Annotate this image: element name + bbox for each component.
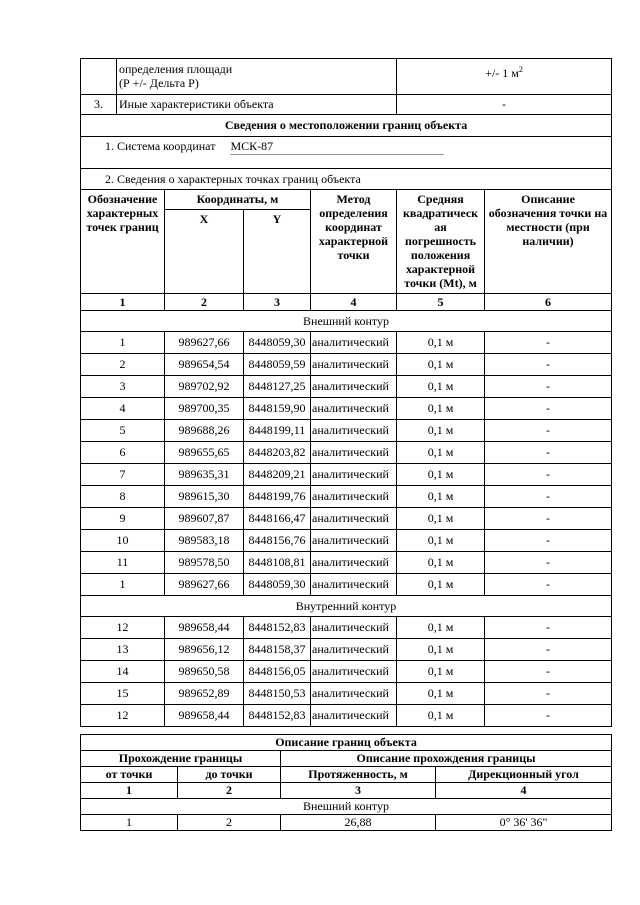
point-id: 13 bbox=[81, 639, 165, 661]
header-method: Метод определения координат характерной точки bbox=[311, 190, 397, 294]
point-x: 989655,65 bbox=[165, 442, 244, 464]
point-id: 1 bbox=[81, 574, 165, 596]
point-x: 989702,92 bbox=[165, 376, 244, 398]
point-id: 3 bbox=[81, 376, 165, 398]
point-description: - bbox=[485, 464, 612, 486]
point-row bbox=[81, 683, 612, 705]
point-x: 989607,87 bbox=[165, 508, 244, 530]
point-y: 8448127,25 bbox=[244, 376, 311, 398]
points-table bbox=[80, 58, 612, 727]
point-row bbox=[81, 617, 612, 639]
boundary-passage-header: Прохождение границы bbox=[81, 751, 281, 767]
point-method: аналитический bbox=[311, 705, 397, 727]
point-error: 0,1 м bbox=[397, 376, 485, 398]
point-row bbox=[81, 420, 612, 442]
point-method: аналитический bbox=[311, 420, 397, 442]
point-error: 0,1 м bbox=[397, 574, 485, 596]
point-method: аналитический bbox=[311, 398, 397, 420]
col-number: 4 bbox=[311, 294, 397, 311]
point-method: аналитический bbox=[311, 552, 397, 574]
point-description: - bbox=[485, 398, 612, 420]
point-id: 4 bbox=[81, 398, 165, 420]
point-id: 12 bbox=[81, 617, 165, 639]
header-point-id: Обозначение характерных точек границ bbox=[81, 190, 165, 294]
point-y: 8448150,53 bbox=[244, 683, 311, 705]
point-x: 989635,31 bbox=[165, 464, 244, 486]
point-id: 5 bbox=[81, 420, 165, 442]
boundary-rows bbox=[81, 815, 612, 831]
point-y: 8448059,30 bbox=[244, 332, 311, 354]
point-y: 8448158,37 bbox=[244, 639, 311, 661]
point-y: 8448156,05 bbox=[244, 661, 311, 683]
point-error: 0,1 м bbox=[397, 530, 485, 552]
boundaries-table bbox=[80, 734, 612, 831]
point-error: 0,1 м bbox=[397, 552, 485, 574]
point-y: 8448166,47 bbox=[244, 508, 311, 530]
header-coordinates: Координаты, м bbox=[165, 190, 311, 210]
coord-system-value: МСК-87 bbox=[230, 139, 444, 155]
point-error: 0,1 м bbox=[397, 420, 485, 442]
point-error: 0,1 м bbox=[397, 442, 485, 464]
point-description: - bbox=[485, 486, 612, 508]
inner-rows bbox=[81, 617, 612, 727]
coord-system-label: 1. Система координат bbox=[105, 139, 216, 153]
point-id: 10 bbox=[81, 530, 165, 552]
point-x: 989688,26 bbox=[165, 420, 244, 442]
angle-header: Дирекционный угол bbox=[436, 767, 612, 783]
point-id: 7 bbox=[81, 464, 165, 486]
point-row bbox=[81, 705, 612, 727]
point-id: 1 bbox=[81, 332, 165, 354]
point-row bbox=[81, 661, 612, 683]
coord-system-row bbox=[81, 137, 612, 169]
col-number: 1 bbox=[81, 294, 165, 311]
to-point: 2 bbox=[178, 815, 281, 831]
point-y: 8448059,30 bbox=[244, 574, 311, 596]
point-id: 2 bbox=[81, 354, 165, 376]
boundary-outer-contour-label: Внешний контур bbox=[81, 799, 612, 815]
outer-rows bbox=[81, 332, 612, 596]
area-method-label: определения площади (Р +/- Дельта Р) bbox=[117, 59, 397, 95]
header-description: Описание обозначения точки на местности (при наличии) bbox=[485, 190, 612, 294]
point-description: - bbox=[485, 639, 612, 661]
header-x: X bbox=[165, 210, 244, 294]
point-id: 15 bbox=[81, 683, 165, 705]
point-id: 8 bbox=[81, 486, 165, 508]
point-row bbox=[81, 639, 612, 661]
col-number: 2 bbox=[178, 783, 281, 799]
point-description: - bbox=[485, 508, 612, 530]
point-x: 989578,50 bbox=[165, 552, 244, 574]
point-y: 8448059,59 bbox=[244, 354, 311, 376]
point-error: 0,1 м bbox=[397, 464, 485, 486]
point-row bbox=[81, 530, 612, 552]
point-y: 8448152,83 bbox=[244, 617, 311, 639]
point-method: аналитический bbox=[311, 683, 397, 705]
point-description: - bbox=[485, 552, 612, 574]
point-row bbox=[81, 398, 612, 420]
point-x: 989700,35 bbox=[165, 398, 244, 420]
point-y: 8448199,11 bbox=[244, 420, 311, 442]
point-row bbox=[81, 464, 612, 486]
point-x: 989658,44 bbox=[165, 705, 244, 727]
header-y: Y bbox=[244, 210, 311, 294]
boundary-passage-desc-header: Описание прохождения границы bbox=[281, 751, 612, 767]
col-number: 3 bbox=[281, 783, 436, 799]
boundaries-title: Описание границ объекта bbox=[81, 735, 612, 751]
point-method: аналитический bbox=[311, 486, 397, 508]
point-id: 11 bbox=[81, 552, 165, 574]
col-number: 1 bbox=[81, 783, 178, 799]
point-x: 989627,66 bbox=[165, 332, 244, 354]
point-error: 0,1 м bbox=[397, 617, 485, 639]
point-id: 14 bbox=[81, 661, 165, 683]
point-row bbox=[81, 486, 612, 508]
point-id: 12 bbox=[81, 705, 165, 727]
row3-label: Иные характеристики объекта bbox=[117, 95, 397, 115]
point-x: 989650,58 bbox=[165, 661, 244, 683]
length-header: Протяженность, м bbox=[281, 767, 436, 783]
point-description: - bbox=[485, 661, 612, 683]
point-error: 0,1 м bbox=[397, 639, 485, 661]
point-method: аналитический bbox=[311, 661, 397, 683]
point-description: - bbox=[485, 574, 612, 596]
col-number: 3 bbox=[244, 294, 311, 311]
point-description: - bbox=[485, 420, 612, 442]
area-value: +/- 1 $м^2$ bbox=[397, 59, 612, 95]
point-row bbox=[81, 574, 612, 596]
inner-contour-label: Внутренний контур bbox=[81, 596, 612, 617]
col-number: 5 bbox=[397, 294, 485, 311]
point-y: 8448156,76 bbox=[244, 530, 311, 552]
col-number: 2 bbox=[165, 294, 244, 311]
point-method: аналитический bbox=[311, 332, 397, 354]
point-description: - bbox=[485, 683, 612, 705]
point-x: 989656,12 bbox=[165, 639, 244, 661]
point-method: аналитический bbox=[311, 464, 397, 486]
point-y: 8448108,81 bbox=[244, 552, 311, 574]
point-row bbox=[81, 508, 612, 530]
point-y: 8448209,21 bbox=[244, 464, 311, 486]
point-error: 0,1 м bbox=[397, 354, 485, 376]
point-error: 0,1 м bbox=[397, 332, 485, 354]
point-method: аналитический bbox=[311, 508, 397, 530]
point-y: 8448159,90 bbox=[244, 398, 311, 420]
boundary-row bbox=[81, 815, 612, 831]
point-description: - bbox=[485, 530, 612, 552]
point-method: аналитический bbox=[311, 639, 397, 661]
point-method: аналитический bbox=[311, 442, 397, 464]
col-number: 4 bbox=[436, 783, 612, 799]
row3-number: 3. bbox=[81, 95, 117, 115]
length: 26,88 bbox=[281, 815, 436, 831]
point-description: - bbox=[485, 617, 612, 639]
point-error: 0,1 м bbox=[397, 661, 485, 683]
location-section-title: Сведения о местоположении границ объекта bbox=[81, 115, 612, 137]
point-y: 8448199,76 bbox=[244, 486, 311, 508]
point-row bbox=[81, 354, 612, 376]
from-point-header: от точки bbox=[81, 767, 178, 783]
point-method: аналитический bbox=[311, 574, 397, 596]
point-x: 989615,30 bbox=[165, 486, 244, 508]
to-point-header: до точки bbox=[178, 767, 281, 783]
point-error: 0,1 м bbox=[397, 486, 485, 508]
outer-contour-label: Внешний контур bbox=[81, 311, 612, 332]
points-title: 2. Сведения о характерных точках границ объекта bbox=[81, 169, 612, 190]
point-id: 6 bbox=[81, 442, 165, 464]
point-error: 0,1 м bbox=[397, 683, 485, 705]
point-error: 0,1 м bbox=[397, 705, 485, 727]
point-error: 0,1 м bbox=[397, 508, 485, 530]
point-y: 8448152,83 bbox=[244, 705, 311, 727]
row3-value: - bbox=[397, 95, 612, 115]
point-y: 8448203,82 bbox=[244, 442, 311, 464]
direction-angle: 0° 36' 36" bbox=[436, 815, 612, 831]
point-row bbox=[81, 376, 612, 398]
point-id: 9 bbox=[81, 508, 165, 530]
point-method: аналитический bbox=[311, 530, 397, 552]
point-description: - bbox=[485, 442, 612, 464]
point-method: аналитический bbox=[311, 617, 397, 639]
point-x: 989583,18 bbox=[165, 530, 244, 552]
point-row bbox=[81, 552, 612, 574]
point-description: - bbox=[485, 354, 612, 376]
point-row bbox=[81, 442, 612, 464]
col-number: 6 bbox=[485, 294, 612, 311]
point-description: - bbox=[485, 705, 612, 727]
point-x: 989627,66 bbox=[165, 574, 244, 596]
header-error: Средняя квадратическ ая погрешность положения характерной точки (Mt), м bbox=[397, 190, 485, 294]
point-method: аналитический bbox=[311, 354, 397, 376]
from-point: 1 bbox=[81, 815, 178, 831]
point-method: аналитический bbox=[311, 376, 397, 398]
point-error: 0,1 м bbox=[397, 398, 485, 420]
point-description: - bbox=[485, 376, 612, 398]
point-description: - bbox=[485, 332, 612, 354]
point-x: 989654,54 bbox=[165, 354, 244, 376]
point-row bbox=[81, 332, 612, 354]
point-x: 989652,89 bbox=[165, 683, 244, 705]
point-x: 989658,44 bbox=[165, 617, 244, 639]
